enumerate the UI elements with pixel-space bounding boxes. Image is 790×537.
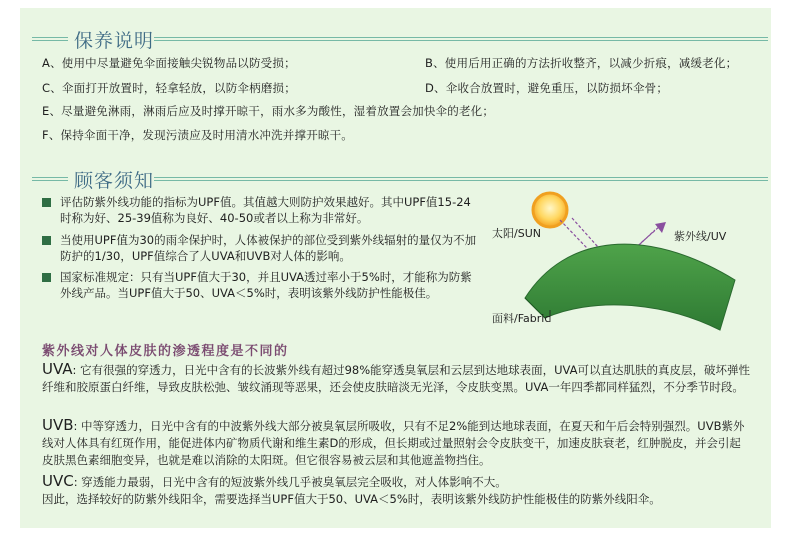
sun-label: 太阳/SUN [492, 227, 541, 240]
uva-key: UVA [42, 360, 73, 378]
penetration-heading: 紫外线对人体皮肤的渗透程度是不同的 [42, 344, 289, 359]
care-item-e: E、尽量避免淋雨，淋雨后应及时撑开晾干，雨水多为酸性，湿着放置会加快伞的老化； [42, 104, 495, 118]
fabric-sheet [525, 244, 735, 330]
conclusion-text: 因此，选择较好的防紫外线阳伞，需要选择当UPF值大于50、UVA＜5%时，表明该紫外线防护性能极佳的防紫外线阳伞。 [42, 492, 661, 506]
bullet-square [42, 236, 51, 245]
care-section-title: 保养说明 [74, 30, 155, 52]
uvb-paragraph [42, 417, 752, 469]
notice-item-upf-index: 评估防紫外线功能的指标为UPF值。其值越大则防护效果越好。其中UPF值15-24时称为好、25-39值称为良好、40-50或者以上称为非常好。 [60, 195, 471, 225]
uvc-text: : 穿透能力最弱，日光中含有的短波紫外线几乎被臭氧层完全吸收，对人体影响不大。 [73, 475, 507, 489]
uv-label: 紫外线/UV [674, 230, 727, 243]
bullet-square [42, 198, 51, 207]
fabric-label: 面料/Fabric [492, 312, 551, 325]
uvb-text: : 中等穿透力，日光中含有的中波紫外线大部分被臭氧层所吸收，只有不足2%能到达地球表面，在夏天和午后会特别强烈。UVB紫外线对人体具有红斑作用，能促进体内矿物质代谢和维生素D的形成，但长期或过量照射会令皮肤变干，加速皮肤衰老，红肿脱皮，并会引起皮肤黑色素细胞变异，也就是难以消除的太阳斑。但它很容易被云层和其他遮盖物挡住。 [42, 419, 745, 467]
uv-fabric-diagram [480, 180, 770, 340]
care-item-b: B、使用后用正确的方法折收整齐，以减少折痕，减缓老化； [425, 56, 738, 70]
notice-item-national-standard: 国家标准规定：只有当UPF值大于30，并且UVA透过率小于5%时，才能称为防紫外线产品。当UPF值大于50、UVA＜5%时，表明该紫外线防护性能极佳。 [60, 270, 472, 300]
header-rule-left [32, 177, 68, 181]
care-item-f: F、保持伞面干净，发现污渍应及时用清水冲洗并撑开晾干。 [42, 128, 354, 142]
care-item-a: A、使用中尽量避免伞面接触尖锐物品以防受损； [42, 56, 296, 70]
uvb-key: UVB [42, 416, 74, 434]
care-item-d: D、伞收合放置时，避免重压，以防损坏伞骨； [425, 81, 669, 95]
uva-paragraph [42, 361, 752, 396]
notice-item-upf30: 当使用UPF值为30的雨伞保护时，人体被保护的部位受到紫外线辐射的量仅为不加防护的1/30，UPF值综合了人UVA和UVB对人体的影响。 [60, 233, 477, 263]
uv-arrow-head [655, 222, 666, 233]
care-item-c: C、伞面打开放置时，轻拿轻放，以防伞柄磨损； [42, 81, 296, 95]
uvc-key: UVC [42, 472, 74, 490]
uvc-paragraph [42, 473, 752, 491]
header-rule-left [32, 37, 68, 41]
care-section-header [32, 26, 768, 50]
uva-text: : 它有很强的穿透力，日光中含有的长波紫外线有超过98%能穿透臭氧层和云层到达地球表面，UVA可以直达肌肤的真皮层，破坏弹性纤维和胶原蛋白纤维，导致皮肤松弛、皱纹涌现等恶果，还会使皮肤暗淡无光泽，令皮肤变黑。UVA一年四季都同样猛烈，不分季节时段。 [42, 363, 751, 394]
notice-section-title: 顾客须知 [74, 170, 155, 192]
bullet-square [42, 273, 51, 282]
header-rule-right [154, 37, 768, 41]
